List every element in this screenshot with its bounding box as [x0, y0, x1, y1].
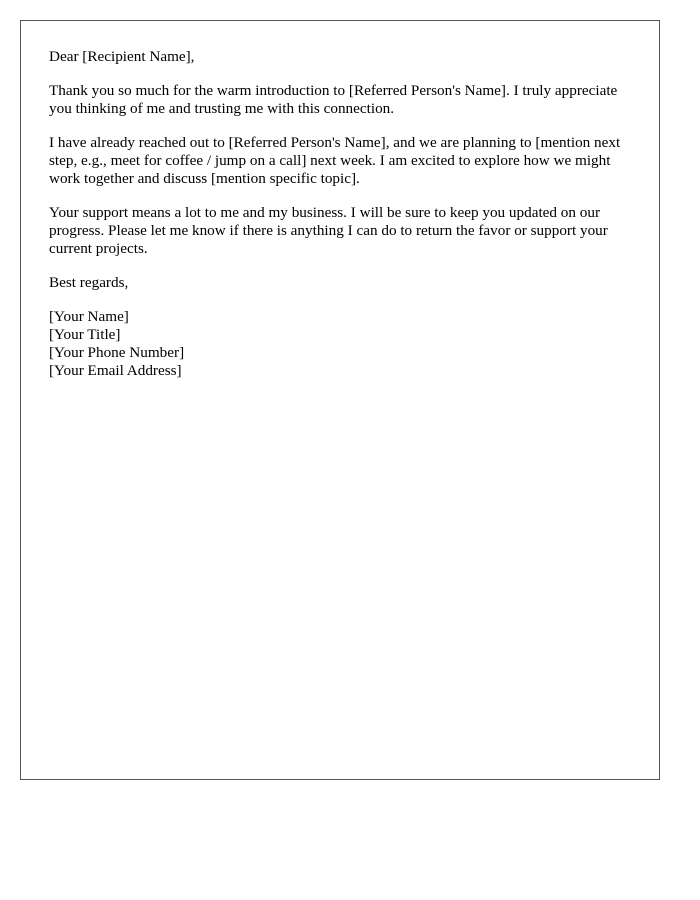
paragraph-support: Your support means a lot to me and my business. I will be sure to keep you updated on our progress. Please let me know if there is anything I can do to return the favor or support your current projects. — [49, 204, 608, 257]
signature-name: [Your Name] — [49, 308, 129, 325]
paragraph-introduction-thanks: Thank you so much for the warm introduction to [Referred Person's Name]. I truly appreciate you thinking of me and trusting me with this connection. — [49, 82, 618, 117]
closing: Best regards, — [49, 274, 129, 291]
salutation: Dear [Recipient Name], — [49, 48, 195, 65]
signature-block — [49, 308, 639, 380]
paragraph-next-steps: I have already reached out to [Referred Person's Name], and we are planning to [mention next step, e.g., meet for coffee / jump on a call] next week. I am excited to explore how we might work together and discuss [mention specific topic]. — [49, 134, 621, 187]
letter-page — [20, 20, 660, 780]
signature-title: [Your Title] — [49, 326, 121, 343]
signature-email: [Your Email Address] — [49, 362, 182, 379]
signature-phone: [Your Phone Number] — [49, 344, 185, 361]
letter-body — [49, 48, 639, 380]
